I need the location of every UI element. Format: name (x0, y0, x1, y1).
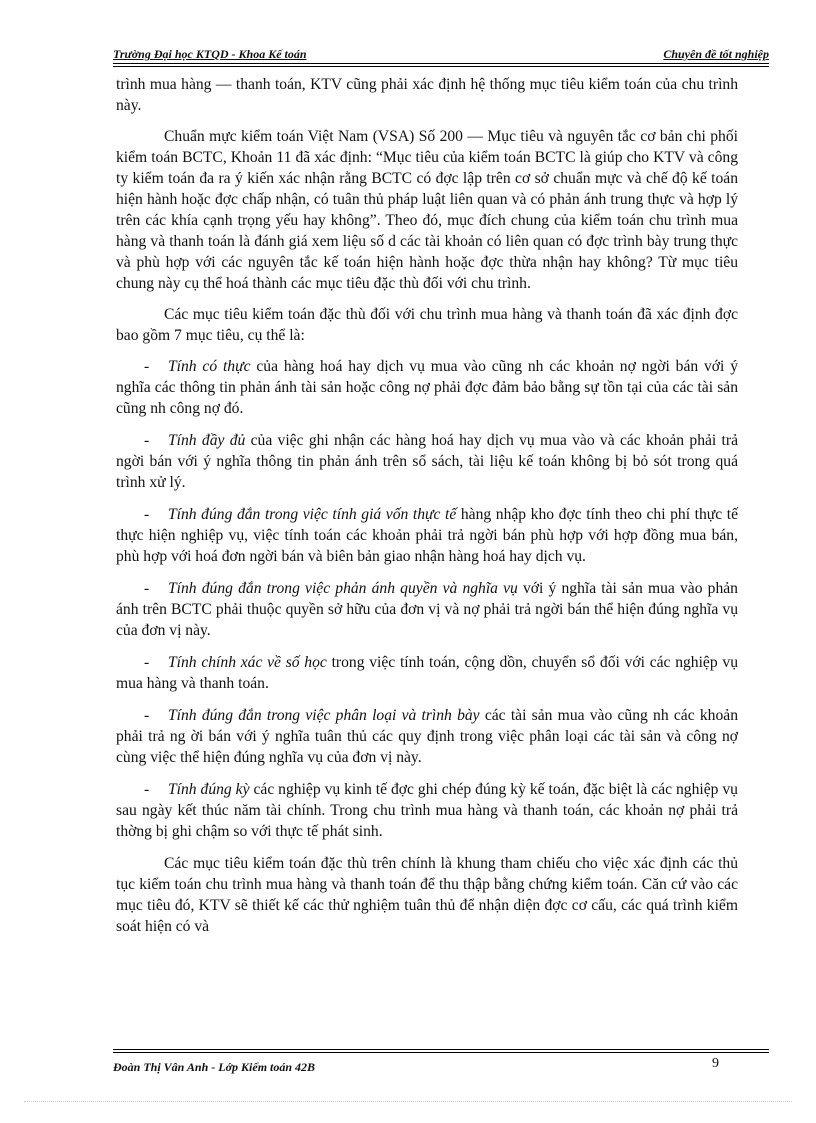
bullet-dash: - (144, 707, 150, 724)
bullet-dash: - (144, 358, 150, 375)
paragraph-1: trình mua hàng — thanh toán, KTV cũng phải xác định hệ thống mục tiêu kiểm toán của chu trình này. (116, 76, 738, 114)
objective-item (116, 705, 738, 768)
bullet-dash: - (144, 432, 150, 449)
objective-title: Tính đúng đắn trong việc phản ánh quyền và nghĩa vụ (168, 580, 518, 597)
objective-title: Tính đúng kỳ (168, 781, 250, 798)
paragraph-3: Các mục tiêu kiểm toán đặc thù đối với chu trình mua hàng và thanh toán đã xác định đợc bao gồm 7 mục tiêu, cụ thể là: (116, 306, 738, 344)
page-edge-divider (24, 1101, 792, 1102)
page-footer (113, 1056, 769, 1078)
objective-text: của hàng hoá hay dịch vụ mua vào cũng nh các khoản nợ ngời bán với ý nghĩa các thông tin phản ánh tài sản hoặc công nợ phải đợc đảm bảo bằng sự tồn tại của các tài sản cũng nh công nợ đó. (116, 358, 738, 417)
objective-title: Tính đầy đủ (168, 432, 246, 449)
objective-text: hàng nhập kho đợc tính theo chi phí thực tế thực hiện nghiệp vụ, việc tính toán các khoản phải trả ngời bán phù hợp với hợp đồng mua bán, phù hợp với hoá đơn ngời bán và biên bản giao nhận hàng hoá hay dịch vụ. (116, 506, 738, 565)
objective-title: Tính có thực (168, 358, 251, 375)
header-rule (113, 63, 769, 67)
bullet-dash: - (144, 506, 150, 523)
bullet-dash: - (144, 781, 150, 798)
objective-item (116, 652, 738, 694)
objective-text: với ý nghĩa tài sản mua vào phản ánh trên BCTC phải thuộc quyền sở hữu của đơn vị và nợ phải trả ngời bán thể hiện đúng nghĩa vụ của đơn vị này. (116, 580, 738, 639)
objective-text: các nghiệp vụ kinh tế đợc ghi chép đúng kỳ kế toán, đặc biệt là các nghiệp vụ sau ngày kết thúc năm tài chính. Trong chu trình mua hàng và thanh toán, các khoản nợ phải trả thờng bị ghi chậm so với thực tế phát sinh. (116, 781, 738, 840)
objective-text: trong việc tính toán, cộng dồn, chuyển sổ đối với các nghiệp vụ mua hàng và thanh toán. (116, 654, 738, 692)
objective-title: Tính đúng đắn trong việc phân loại và trình bày (168, 707, 480, 724)
paragraph-2: Chuẩn mực kiểm toán Việt Nam (VSA) Số 200 — Mục tiêu và nguyên tắc cơ bản chi phối kiểm toán BCTC, Khoản 11 đã xác định: “Mục tiêu của kiểm toán BCTC là giúp cho KTV và công ty kiểm toán đa ra ý kiến xác nhận rằng BCTC có đợc lập trên cơ sở chuẩn mực và chế độ kế toán hiện hành hoặc đợc chấp nhận, có tuân thủ pháp luật liên quan và có phản ánh trung thực và hợp lý trên các khía cạnh trọng yếu hay không”. Theo đó, mục đích chung của kiểm toán chu trình mua hàng và thanh toán là đánh giá xem liệu số d các tài khoản có liên quan có đợc trình bày trung thực và phù hợp với các nguyên tắc kế toán hiện hành hoặc đợc thừa nhận hay không? Từ mục tiêu chung này cụ thể hoá thành các mục tiêu đặc thù đối với chu trình. (116, 128, 738, 292)
objective-text: của việc ghi nhận các hàng hoá hay dịch vụ mua vào và các khoản phải trả ngời bán với ý nghĩa thông tin phản ánh trên sổ sách, tài liệu kế toán không bị bỏ sót trong quá trình xử lý. (116, 432, 738, 491)
objective-item (116, 504, 738, 567)
bullet-dash: - (144, 654, 150, 671)
paragraph-last: Các mục tiêu kiểm toán đặc thù trên chính là khung tham chiếu cho việc xác định các thủ tục kiểm toán chu trình mua hàng và thanh toán để thu thập bằng chứng kiểm toán. Căn cứ vào các mục tiêu đó, KTV sẽ thiết kế các thử nghiệm tuân thủ để nhận diện đợc cơ cấu, các quá trình kiểm soát hiện có và (116, 855, 738, 935)
bullet-dash: - (144, 580, 150, 597)
page-number: 9 (712, 1056, 719, 1071)
footer-rule (113, 1049, 769, 1053)
objective-item (116, 779, 738, 842)
footer-author: Đoàn Thị Vân Anh - Lớp Kiểm toán 42B (113, 1060, 316, 1074)
header-school: Trường Đại học KTQD - Khoa Kế toán (113, 47, 307, 61)
objective-item (116, 430, 738, 493)
objective-item (116, 356, 738, 419)
document-body (116, 74, 738, 947)
objective-title: Tính đúng đắn trong việc tính giá vốn thực tế (168, 506, 457, 523)
header-title: Chuyên đề tốt nghiệp (663, 47, 769, 61)
objective-item (116, 578, 738, 641)
objective-text: các tài sản mua vào cũng nh các khoản phải trả ng ời bán với ý nghĩa tuân thủ các quy định trong việc phân loại các tài sản và công nợ cùng việc thể hiện đúng nghĩa vụ của đơn vị này. (116, 707, 738, 766)
objective-title: Tính chính xác về số học (168, 654, 327, 671)
